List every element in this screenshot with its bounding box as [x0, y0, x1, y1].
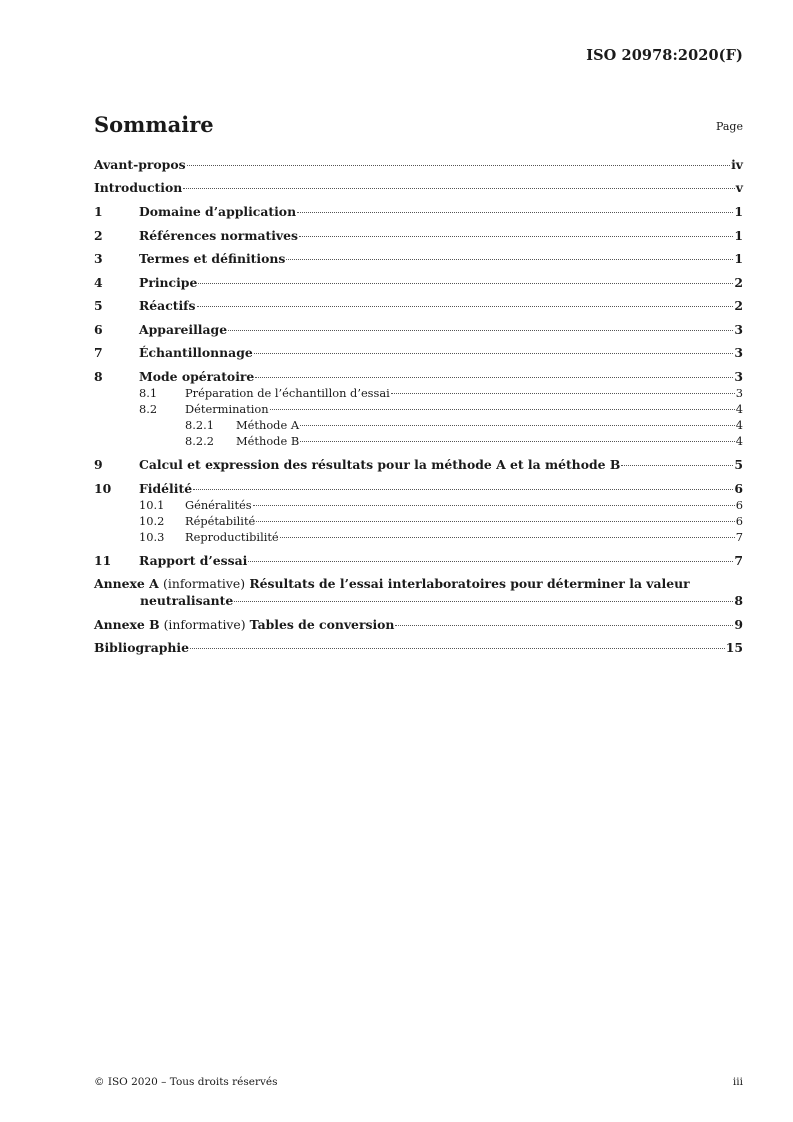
toc-entry-page: 7 — [735, 530, 743, 544]
toc-entry-page: 3 — [734, 369, 743, 384]
toc-entry-5[interactable] — [94, 298, 743, 313]
toc-entry-page: 3 — [735, 386, 743, 400]
toc-entry-page: v — [735, 180, 743, 195]
toc-entry-page: 4 — [735, 418, 743, 432]
toc-entry-number: 10 — [94, 481, 112, 496]
dot-leader — [286, 259, 733, 260]
toc-entry-text: Bibliographie — [94, 640, 190, 655]
toc-entry-page: 4 — [735, 402, 743, 416]
toc-entry-avant-propos[interactable] — [94, 157, 743, 172]
toc-entry-bibliography[interactable] — [94, 640, 743, 655]
toc-entry-text: Reproductibilité — [185, 530, 279, 544]
toc-entry-page: iv — [731, 157, 743, 172]
toc-entry-text: Appareillage — [139, 322, 228, 337]
toc-entry-number: 4 — [94, 275, 103, 290]
annex-type: (informative) — [163, 617, 246, 632]
toc-entry-text: Mode opératoire — [139, 369, 255, 384]
toc-entry-number: 8 — [94, 369, 103, 384]
dot-leader — [193, 489, 733, 490]
toc-entry-text: Principe — [139, 275, 198, 290]
toc-entry-number: 10.2 — [139, 514, 165, 528]
toc-entry-number: 8.2 — [139, 402, 158, 416]
toc-entry-4[interactable] — [94, 275, 743, 290]
toc-entry-page: 9 — [734, 617, 743, 632]
toc-entry-number: 8.1 — [139, 386, 158, 400]
toc-entry-number: 6 — [94, 322, 103, 337]
toc-entry-text: Méthode B — [236, 434, 300, 448]
toc-entry-annex-b[interactable] — [94, 617, 743, 632]
toc-entry-text: Rapport d’essai — [139, 553, 248, 568]
toc-entry-text: Préparation de l’échantillon d’essai — [185, 386, 390, 400]
toc-entry-text: Calcul et expression des résultats pour la méthode A et la méthode B — [139, 457, 621, 472]
dot-leader — [395, 625, 733, 626]
annex-title-line2: neutralisante — [140, 593, 234, 608]
annex-title-line1: Résultats de l’essai interlaboratoires pour déterminer la valeur — [249, 576, 690, 591]
toc-entry-number: 1 — [94, 204, 103, 219]
toc-entry-text: Termes et définitions — [139, 251, 286, 266]
toc-entry-page: 2 — [734, 275, 743, 290]
dot-leader — [253, 505, 735, 506]
toc-entry-text: Références normatives — [139, 228, 298, 243]
dot-leader — [300, 441, 735, 442]
toc-entry-7[interactable] — [94, 345, 743, 360]
toc-entry-page: 6 — [735, 514, 743, 528]
toc-entry-page: 15 — [725, 640, 743, 655]
toc-entry-text: Échantillonnage — [139, 345, 253, 360]
annex-label: Annexe B — [94, 617, 160, 632]
page-title: Sommaire — [94, 112, 214, 137]
toc-entry-introduction[interactable] — [94, 180, 743, 195]
toc-entry-text: Répétabilité — [185, 514, 256, 528]
annex-label: Annexe A — [94, 576, 159, 591]
footer-page-number: iii — [732, 1076, 743, 1088]
toc-entry-page: 6 — [734, 481, 743, 496]
toc-entry-8-1[interactable] — [94, 386, 743, 400]
toc-entry-text: Réactifs — [139, 298, 196, 313]
toc-entry-page: 6 — [735, 498, 743, 512]
toc-entry-9[interactable] — [94, 457, 743, 472]
annex-type: (informative) — [163, 576, 246, 591]
toc-entry-8-2-1[interactable] — [94, 418, 743, 432]
toc-entry-8-2[interactable] — [94, 402, 743, 416]
toc-entry-8[interactable] — [94, 369, 743, 384]
toc-entry-page: 7 — [734, 553, 743, 568]
toc-entry-page: 1 — [734, 204, 743, 219]
dot-leader — [255, 377, 733, 378]
toc-entry-text: Introduction — [94, 180, 183, 195]
toc-entry-number: 5 — [94, 298, 103, 313]
dot-leader — [228, 330, 733, 331]
toc-entry-page: 1 — [734, 251, 743, 266]
toc-entry-text: Avant-propos — [94, 157, 186, 172]
toc-entry-10-1[interactable] — [94, 498, 743, 512]
toc-entry-11[interactable] — [94, 553, 743, 568]
toc-entry-text: Méthode A — [236, 418, 300, 432]
dot-leader — [254, 353, 734, 354]
dot-leader — [197, 306, 734, 307]
toc-entry-number: 3 — [94, 251, 103, 266]
toc-entry-number: 7 — [94, 345, 103, 360]
dot-leader — [300, 425, 735, 426]
toc-entry-number: 9 — [94, 457, 103, 472]
dot-leader — [391, 393, 735, 394]
toc-entry-page: 3 — [734, 345, 743, 360]
toc-entry-annex-a[interactable] — [94, 576, 690, 591]
toc-entry-annex-a-continued[interactable] — [140, 593, 743, 608]
dot-leader — [190, 648, 725, 649]
dot-leader — [256, 521, 734, 522]
dot-leader — [297, 212, 733, 213]
toc-entry-text: Généralités — [185, 498, 252, 512]
dot-leader — [280, 537, 735, 538]
toc-entry-6[interactable] — [94, 322, 743, 337]
toc-entry-8-2-2[interactable] — [94, 434, 743, 448]
dot-leader — [187, 165, 731, 166]
toc-entry-page: 2 — [734, 298, 743, 313]
dot-leader — [198, 283, 733, 284]
dot-leader — [234, 601, 733, 602]
toc-entry-page: 3 — [734, 322, 743, 337]
annex-title: Tables de conversion — [249, 617, 395, 632]
toc-entry-page: 1 — [734, 228, 743, 243]
toc-entry-10[interactable] — [94, 481, 743, 496]
toc-entry-page: 8 — [734, 593, 743, 608]
dot-leader — [621, 465, 733, 466]
footer-copyright: © ISO 2020 – Tous droits réservés — [94, 1076, 278, 1088]
toc-entry-3[interactable] — [94, 251, 743, 266]
doc-id: ISO 20978:2020(F) — [586, 47, 743, 64]
toc-entry-number: 8.2.1 — [185, 418, 214, 432]
toc-entry-number: 8.2.2 — [185, 434, 214, 448]
toc-entry-number: 10.1 — [139, 498, 165, 512]
toc-entry-number: 2 — [94, 228, 103, 243]
toc-entry-10-3[interactable] — [94, 530, 743, 544]
toc-entry-text: Domaine d’application — [139, 204, 297, 219]
dot-leader — [248, 561, 733, 562]
toc-entry-10-2[interactable] — [94, 514, 743, 528]
toc-entry-page: 4 — [735, 434, 743, 448]
toc-entry-text: Détermination — [185, 402, 269, 416]
dot-leader — [299, 236, 733, 237]
toc-entry-number: 10.3 — [139, 530, 165, 544]
toc-entry-text: Fidélité — [139, 481, 193, 496]
toc-entry-number: 11 — [94, 553, 112, 568]
toc-entry-2[interactable] — [94, 228, 743, 243]
dot-leader — [183, 188, 735, 189]
toc-entry-1[interactable] — [94, 204, 743, 219]
page-column-label: Page — [715, 120, 743, 133]
dot-leader — [270, 409, 735, 410]
toc-entry-page: 5 — [734, 457, 743, 472]
